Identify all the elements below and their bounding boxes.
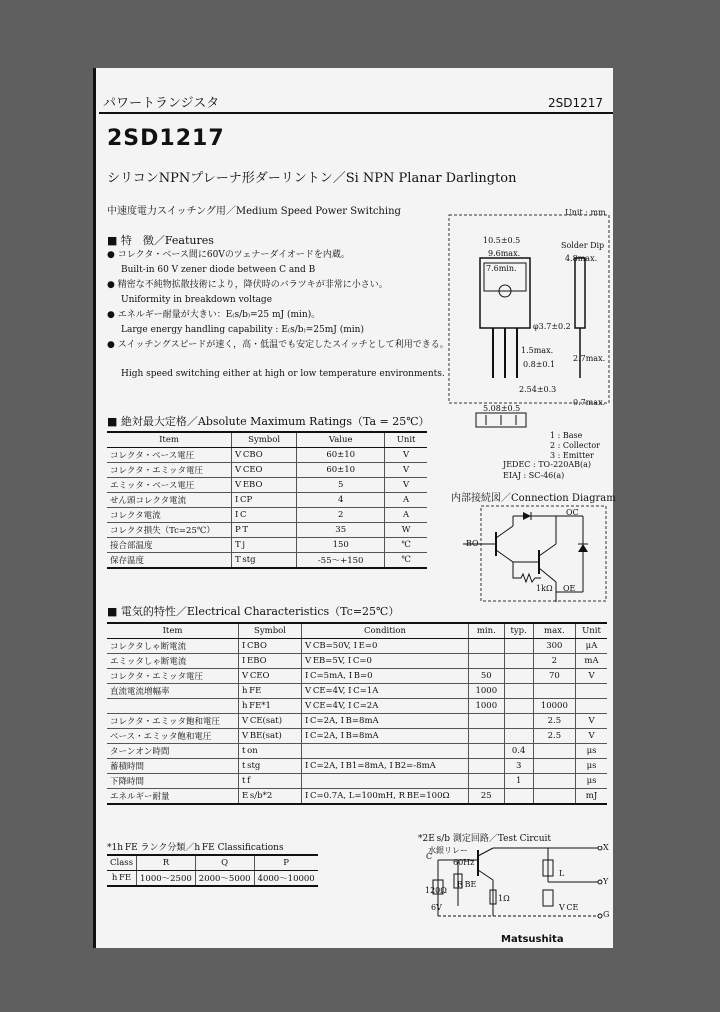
header-rule: [99, 112, 613, 114]
col-condition: Condition: [302, 623, 469, 639]
cell-symbol: V CBO: [232, 448, 297, 463]
cell-unit: V: [385, 448, 427, 463]
table-row: [107, 871, 318, 887]
table-row: [107, 448, 427, 463]
cell-unit: ℃: [385, 553, 427, 569]
jedec: JEDEC : TO-220AB(a): [503, 460, 592, 469]
cell-q: 2000～5000: [195, 871, 254, 887]
table-row: [107, 774, 607, 789]
dim-lead: 1.5max.: [521, 346, 554, 355]
cell-item: コレクタしゃ断電流: [107, 639, 239, 654]
cell-symbol: h FE: [239, 684, 302, 699]
features-heading: ■ 特 徴／Features: [107, 234, 214, 247]
feature-item-en: High speed switching either at high or low temperature environments.: [121, 369, 445, 379]
cell-min: [469, 744, 505, 759]
part-subtitle: シリコンNPNプレーナ形ダーリントン／Si NPN Planar Darlington: [107, 171, 517, 186]
cell-min: 25: [469, 789, 505, 805]
cell-max: 2.5: [533, 729, 575, 744]
tc-r1: 120Ω: [425, 886, 447, 895]
cell-max: [533, 774, 575, 789]
table-row: [107, 699, 607, 714]
dim-pitch: 2.54±0.3: [519, 385, 557, 394]
cell-typ: 0.4: [504, 744, 533, 759]
tc-freq: 60Hz: [453, 858, 475, 867]
cell-item: せん頭コレクタ電流: [107, 493, 232, 508]
table-row: [107, 493, 427, 508]
features-list: [107, 248, 449, 382]
cell-item: エネルギー耐量: [107, 789, 239, 805]
tc-g: G: [603, 910, 610, 919]
dim-lead-width: 0.8±0.1: [523, 360, 556, 369]
col-item: Item: [107, 623, 239, 639]
cell-unit: μs: [576, 759, 607, 774]
cell-typ: [504, 714, 533, 729]
cell-symbol: V CEO: [232, 463, 297, 478]
table-header-row: [107, 623, 607, 639]
cell-max: 300: [533, 639, 575, 654]
col-max: max.: [533, 623, 575, 639]
col-symbol: Symbol: [232, 432, 297, 448]
cell-symbol: t f: [239, 774, 302, 789]
cell-unit: V: [576, 729, 607, 744]
col-value: Value: [297, 432, 385, 448]
table-row: [107, 523, 427, 538]
tc-rbe: R BE: [457, 880, 477, 889]
col-q: Q: [195, 855, 254, 871]
table-header-row: [107, 432, 427, 448]
cell-item: 下降時間: [107, 774, 239, 789]
col-typ: typ.: [504, 623, 533, 639]
tc-L: L: [559, 869, 565, 878]
cell-item: コレクタ・エミッタ電圧: [107, 463, 232, 478]
cell-max: [533, 744, 575, 759]
cell-item: 蓄積時間: [107, 759, 239, 774]
cell-typ: [504, 789, 533, 805]
cell-condition: I C=2A, I B=8mA: [302, 729, 469, 744]
cell-symbol: V EBO: [232, 478, 297, 493]
cell-unit: W: [385, 523, 427, 538]
pin-collector: 2 : Collector: [550, 441, 600, 450]
cell-item: エミッタしゃ断電流: [107, 654, 239, 669]
table-row: [107, 684, 607, 699]
table-row: [107, 714, 607, 729]
header-category: パワートランジスタ: [103, 96, 220, 111]
cell-min: 1000: [469, 684, 505, 699]
part-title: 2SD1217: [107, 126, 225, 151]
cell-value: 60±10: [297, 463, 385, 478]
cell-unit: V: [385, 478, 427, 493]
feature-item: ● コレクタ・ベース間に60Vのツェナーダイオードを内蔵。: [107, 250, 350, 260]
table-row: [107, 463, 427, 478]
cell-symbol: P T: [232, 523, 297, 538]
cell-item: コレクタ・ベース電圧: [107, 448, 232, 463]
cell-condition: V EB=5V, I C=0: [302, 654, 469, 669]
cell-max: [533, 759, 575, 774]
col-min: min.: [469, 623, 505, 639]
dim-pin-span: 5.08±0.5: [483, 404, 521, 413]
package-unit: Unit : mm: [565, 208, 606, 217]
cell-item: [107, 699, 239, 714]
cell-value: 2: [297, 508, 385, 523]
cell-min: 50: [469, 669, 505, 684]
feature-item-en: Built-in 60 V zener diode between C and B: [121, 265, 316, 275]
cell-item: 保存温度: [107, 553, 232, 569]
feature-item-en: Uniformity in breakdown voltage: [121, 295, 273, 305]
tc-y: Y: [603, 877, 609, 886]
cell-value: 5: [297, 478, 385, 493]
cell-condition: [302, 774, 469, 789]
cell-max: [533, 684, 575, 699]
cell-symbol: T stg: [232, 553, 297, 569]
abs-max-heading: ■ 絶対最大定格／Absolute Maximum Ratings（Ta = 25℃）: [107, 415, 430, 428]
table-header-row: [107, 855, 318, 871]
conn-collector: OC: [566, 508, 579, 517]
cell-symbol: T j: [232, 538, 297, 553]
dim-hole: φ3.7±0.2: [533, 322, 571, 331]
cell-item: コレクタ損失（Tc=25℃）: [107, 523, 232, 538]
col-r: R: [137, 855, 196, 871]
feature-item: ● エネルギー耐量が大きい：E₍s/b₎=25 mJ (min)。: [107, 310, 321, 320]
test-circuit-diagram: [418, 846, 613, 926]
cell-unit: [576, 684, 607, 699]
elec-table: [107, 622, 607, 805]
header-part-number: 2SD1217: [548, 96, 604, 110]
cell-symbol: I C: [232, 508, 297, 523]
cell-symbol: t on: [239, 744, 302, 759]
cell-item: コレクタ電流: [107, 508, 232, 523]
cell-value: 150: [297, 538, 385, 553]
cell-condition: V CE=4V, I C=2A: [302, 699, 469, 714]
tc-vcc: 6V: [431, 903, 442, 912]
cell-symbol: t stg: [239, 759, 302, 774]
table-row: [107, 729, 607, 744]
tc-vce: V CE: [559, 903, 579, 912]
cell-item: コレクタ・エミッタ飽和電圧: [107, 714, 239, 729]
dim-depth-min: 4.8max.: [565, 254, 598, 263]
cell-symbol: V CE(sat): [239, 714, 302, 729]
cell-min: [469, 639, 505, 654]
cell-unit: A: [385, 493, 427, 508]
col-symbol: Symbol: [239, 623, 302, 639]
table-row: [107, 553, 427, 569]
dim-inner: 9.6max.: [488, 249, 521, 258]
cell-typ: [504, 729, 533, 744]
cell-min: [469, 654, 505, 669]
cell-unit: mJ: [576, 789, 607, 805]
cell-max: 2.5: [533, 714, 575, 729]
cell-typ: 3: [504, 759, 533, 774]
col-unit: Unit: [576, 623, 607, 639]
tc-r2: 1Ω: [498, 894, 510, 903]
footer-brand: Matsushita: [501, 934, 564, 945]
cell-max: 2: [533, 654, 575, 669]
table-row: [107, 639, 607, 654]
cell-condition: I C=2A, I B=8mA: [302, 714, 469, 729]
feature-item-en: Large energy handling capability : E₍s/b₎=25mJ (min): [121, 325, 364, 335]
cell-value: -55～+150: [297, 553, 385, 569]
cell-unit: V: [576, 669, 607, 684]
cell-symbol: I EBO: [239, 654, 302, 669]
cell-unit: V: [576, 714, 607, 729]
table-row: [107, 508, 427, 523]
cell-min: [469, 714, 505, 729]
connection-diagram: [451, 504, 611, 604]
connection-heading: 内部接続図／Connection Diagram: [451, 493, 616, 504]
col-p: P: [254, 855, 318, 871]
cell-unit: mA: [576, 654, 607, 669]
cell-typ: [504, 699, 533, 714]
col-unit: Unit: [385, 432, 427, 448]
cell-max: 70: [533, 669, 575, 684]
feature-item: ● 精密な不純物拡散技術により，降伏時のバラツキが非常に小さい。: [107, 280, 388, 290]
table-row: [107, 654, 607, 669]
datasheet-page: [93, 68, 616, 948]
cell-max: [533, 789, 575, 805]
cell-min: 1000: [469, 699, 505, 714]
cell-unit: ℃: [385, 538, 427, 553]
cell-unit: V: [385, 463, 427, 478]
dim-tab: 7.6min.: [486, 264, 517, 273]
table-row: [107, 669, 607, 684]
cell-condition: I C=0.7A, L=100mH, R BE=100Ω: [302, 789, 469, 805]
cell-symbol: V CEO: [239, 669, 302, 684]
cell-min: [469, 759, 505, 774]
pin-base: 1 : Base: [550, 431, 583, 440]
cell-p: 4000～10000: [254, 871, 318, 887]
cell-item: 直流電流増幅率: [107, 684, 239, 699]
cell-condition: V CB=50V, I E=0: [302, 639, 469, 654]
cell-symbol: V BE(sat): [239, 729, 302, 744]
abs-max-table: [107, 431, 427, 569]
cell-unit: μs: [576, 744, 607, 759]
cell-condition: I C=5mA, I B=0: [302, 669, 469, 684]
table-row: [107, 789, 607, 805]
eiaj: EIAJ : SC-46(a): [503, 471, 565, 480]
conn-emitter: OE: [563, 584, 576, 593]
cell-value: 4: [297, 493, 385, 508]
tc-relay: 水銀リレー: [428, 846, 468, 855]
cell-item: コレクタ・エミッタ電圧: [107, 669, 239, 684]
cell-min: [469, 774, 505, 789]
cell-typ: [504, 639, 533, 654]
cell-unit: A: [385, 508, 427, 523]
table-row: [107, 759, 607, 774]
dim-lead-thick: 0.7max.: [573, 398, 606, 407]
cell-item: エミッタ・ベース電圧: [107, 478, 232, 493]
cell-condition: [302, 744, 469, 759]
cell-unit: μA: [576, 639, 607, 654]
pin-legend: [550, 431, 600, 461]
cell-unit: [576, 699, 607, 714]
cell-label: h FE: [107, 871, 137, 887]
cell-item: ベース・エミッタ飽和電圧: [107, 729, 239, 744]
elec-heading: ■ 電気的特性／Electrical Characteristics（Tc=25℃）: [107, 605, 400, 618]
table-row: [107, 538, 427, 553]
dim-thick: 2.7max.: [573, 354, 606, 363]
hfe-class-heading: *1h FE ランク分類／h FE Classifications: [107, 843, 284, 853]
table-row: [107, 478, 427, 493]
hfe-class-table: [107, 854, 318, 887]
col-class: Class: [107, 855, 137, 871]
cell-typ: 1: [504, 774, 533, 789]
cell-value: 35: [297, 523, 385, 538]
cell-typ: [504, 654, 533, 669]
col-item: Item: [107, 432, 232, 448]
cell-min: [469, 729, 505, 744]
test-circuit-heading: *2E s/b 測定回路／Test Circuit: [418, 834, 551, 844]
conn-base: BO: [466, 539, 479, 548]
cell-typ: [504, 669, 533, 684]
cell-r: 1000～2500: [137, 871, 196, 887]
cell-item: ターンオン時間: [107, 744, 239, 759]
cell-item: 接合部温度: [107, 538, 232, 553]
cell-symbol: h FE*1: [239, 699, 302, 714]
tc-c: C: [426, 852, 433, 861]
feature-item: ● スイッチングスピードが速く，高・低温でも安定したスイッチとして利用できる。: [107, 340, 449, 350]
dim-depth: Solder Dip: [561, 241, 605, 250]
table-row: [107, 744, 607, 759]
tc-x: X: [603, 843, 609, 852]
pin-emitter: 3 : Emitter: [550, 451, 594, 460]
cell-typ: [504, 684, 533, 699]
cell-value: 60±10: [297, 448, 385, 463]
cell-condition: I C=2A, I B1=8mA, I B2=-8mA: [302, 759, 469, 774]
cell-max: 10000: [533, 699, 575, 714]
cell-condition: V CE=4V, I C=1A: [302, 684, 469, 699]
cell-unit: μs: [576, 774, 607, 789]
application: 中速度電力スイッチング用／Medium Speed Power Switching: [107, 206, 401, 217]
cell-symbol: E s/b*2: [239, 789, 302, 805]
left-margin-bar: [93, 68, 96, 948]
cell-symbol: I CBO: [239, 639, 302, 654]
dim-width: 10.5±0.5: [483, 236, 521, 245]
conn-r: 1kΩ: [536, 584, 553, 593]
cell-symbol: I CP: [232, 493, 297, 508]
